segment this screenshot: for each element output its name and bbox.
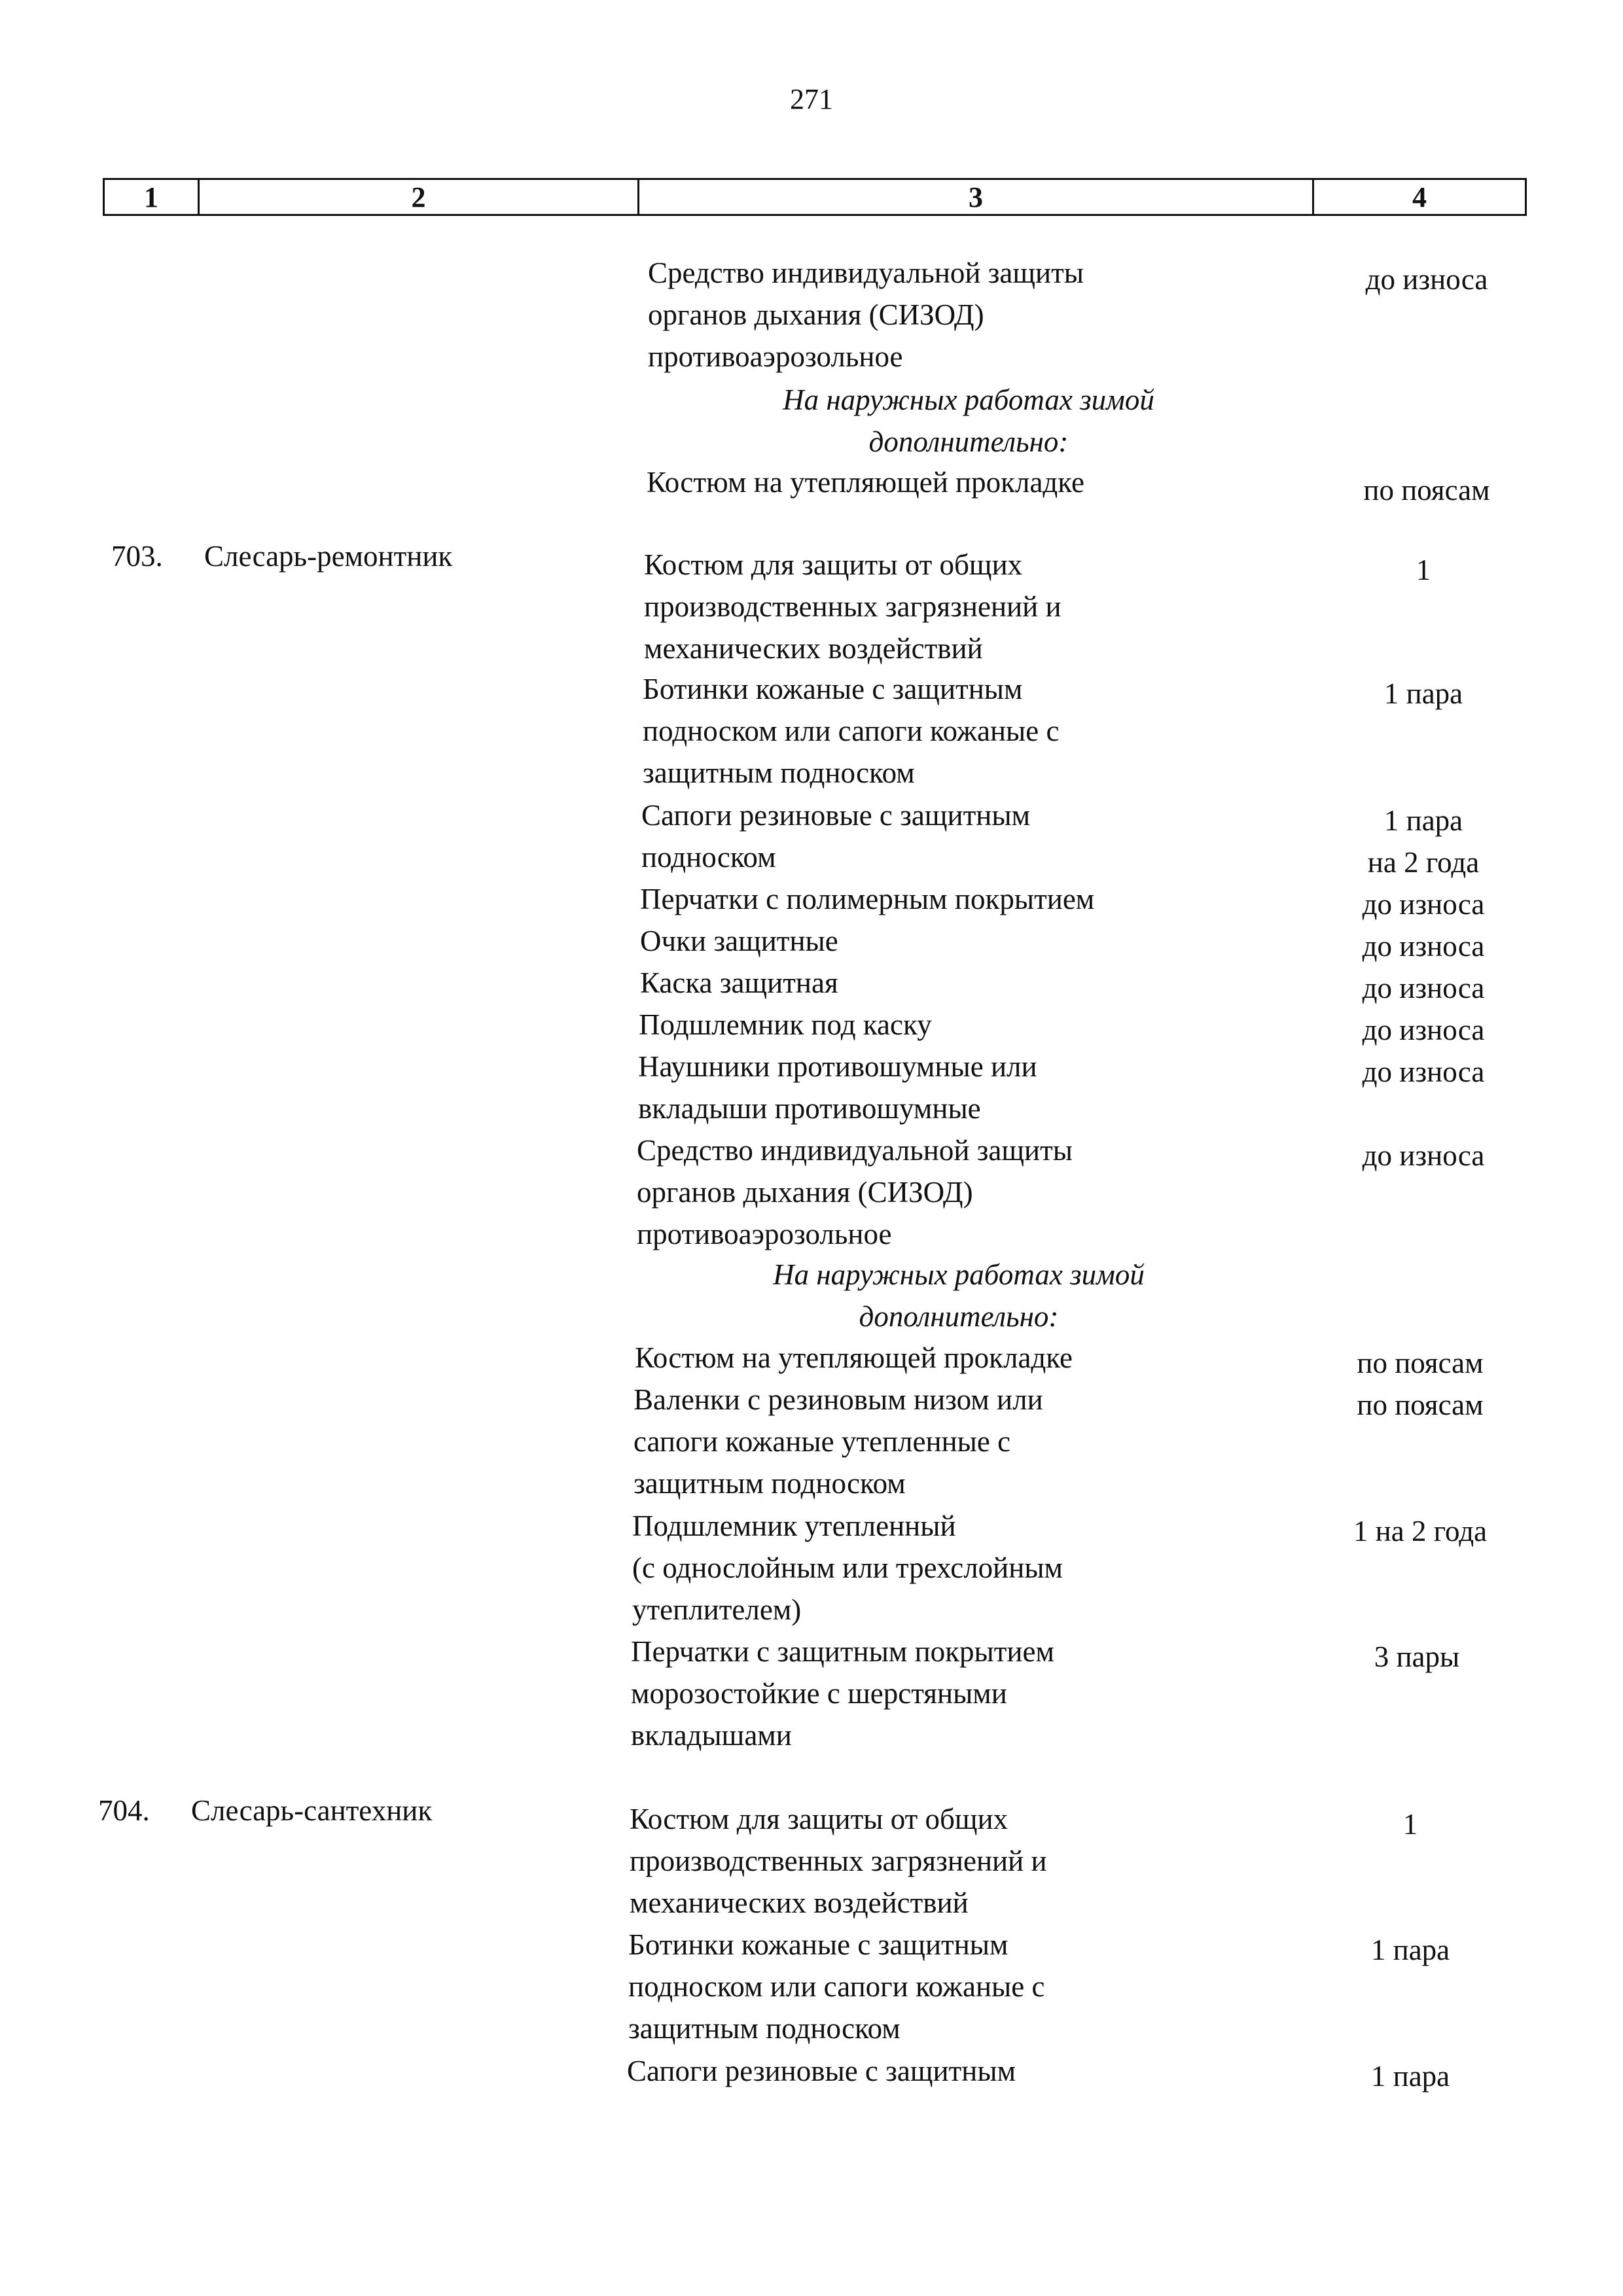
item-name: Средство индивидуальной защиты органов дыхания (СИЗОД) противоаэрозольное <box>637 1134 1073 1250</box>
header-col-3: 3 <box>639 180 1314 214</box>
item-name: Наушники противошумные или вкладыши противошумные <box>638 1050 1037 1125</box>
item-norm: по поясам <box>1357 1347 1484 1379</box>
row-number: 703. <box>111 540 163 573</box>
item-norm: 1 <box>1402 1808 1418 1841</box>
item-norm: 1 на 2 года <box>1353 1515 1488 1547</box>
item-name: Костюм для защиты от общих производственных загрязнений и механических воздействий <box>644 548 1061 665</box>
page-number: 271 <box>790 83 833 115</box>
item-norm: 3 пары <box>1374 1640 1460 1673</box>
section-note: На наружных работах зимой дополнительно: <box>783 383 1154 458</box>
item-norm: по поясам <box>1357 1388 1484 1421</box>
item-norm: 1 пара <box>1370 2060 1450 2093</box>
item-norm: до износа <box>1362 888 1485 921</box>
item-norm: по поясам <box>1363 474 1490 506</box>
item-name: Средство индивидуальной защиты органов дыхания (СИЗОД) противоаэрозольное <box>648 256 1084 373</box>
item-name: Каска защитная <box>640 966 838 999</box>
header-col-4: 4 <box>1412 181 1427 213</box>
profession-name: Слесарь-сантехник <box>191 1794 433 1827</box>
profession-name: Слесарь-ремонтник <box>204 540 453 573</box>
item-norm: до износа <box>1362 930 1485 963</box>
item-norm: 1 пара <box>1370 1934 1450 1966</box>
item-name: Сапоги резиновые с защитным подноском <box>641 799 1031 874</box>
header-col-1: 1 <box>105 180 200 214</box>
section-note: На наружных работах зимой дополнительно: <box>773 1258 1145 1333</box>
item-name: Подшлемник под каску <box>639 1008 932 1041</box>
item-name: Ботинки кожаные с защитным подноском или сапоги кожаные с защитным подноском <box>628 1928 1045 2045</box>
item-name: Костюм для защиты от общих производственных загрязнений и механических воздействий <box>630 1803 1047 1919</box>
item-name: Перчатки с защитным покрытием морозостойкие с шерстяными вкладышами <box>631 1635 1054 1752</box>
item-norm: 1 <box>1416 554 1431 586</box>
item-norm: до износа <box>1362 1014 1485 1046</box>
item-name: Очки защитные <box>640 925 838 957</box>
item-norm: до износа <box>1362 972 1485 1004</box>
item-norm: до износа <box>1365 263 1488 296</box>
item-name: Валенки с резиновым низом или сапоги кожаные утепленные с защитным подноском <box>633 1383 1043 1500</box>
item-norm: до износа <box>1362 1139 1485 1172</box>
item-name: Сапоги резиновые с защитным <box>627 2055 1016 2087</box>
item-norm: 1 пара <box>1383 677 1463 710</box>
item-name: Костюм на утепляющей прокладке <box>635 1341 1073 1374</box>
item-norm: 1 пара на 2 года <box>1367 804 1480 879</box>
item-norm: до износа <box>1362 1055 1485 1088</box>
header-col-2: 2 <box>200 180 639 214</box>
item-name: Костюм на утепляющей прокладке <box>647 466 1085 499</box>
item-name: Подшлемник утепленный (с однослойным или трехслойным утеплителем) <box>632 1510 1063 1626</box>
row-number: 704. <box>98 1794 150 1827</box>
item-name: Перчатки с полимерным покрытием <box>640 883 1095 915</box>
item-name: Ботинки кожаные с защитным подноском или сапоги кожаные с защитным подноском <box>643 673 1060 789</box>
